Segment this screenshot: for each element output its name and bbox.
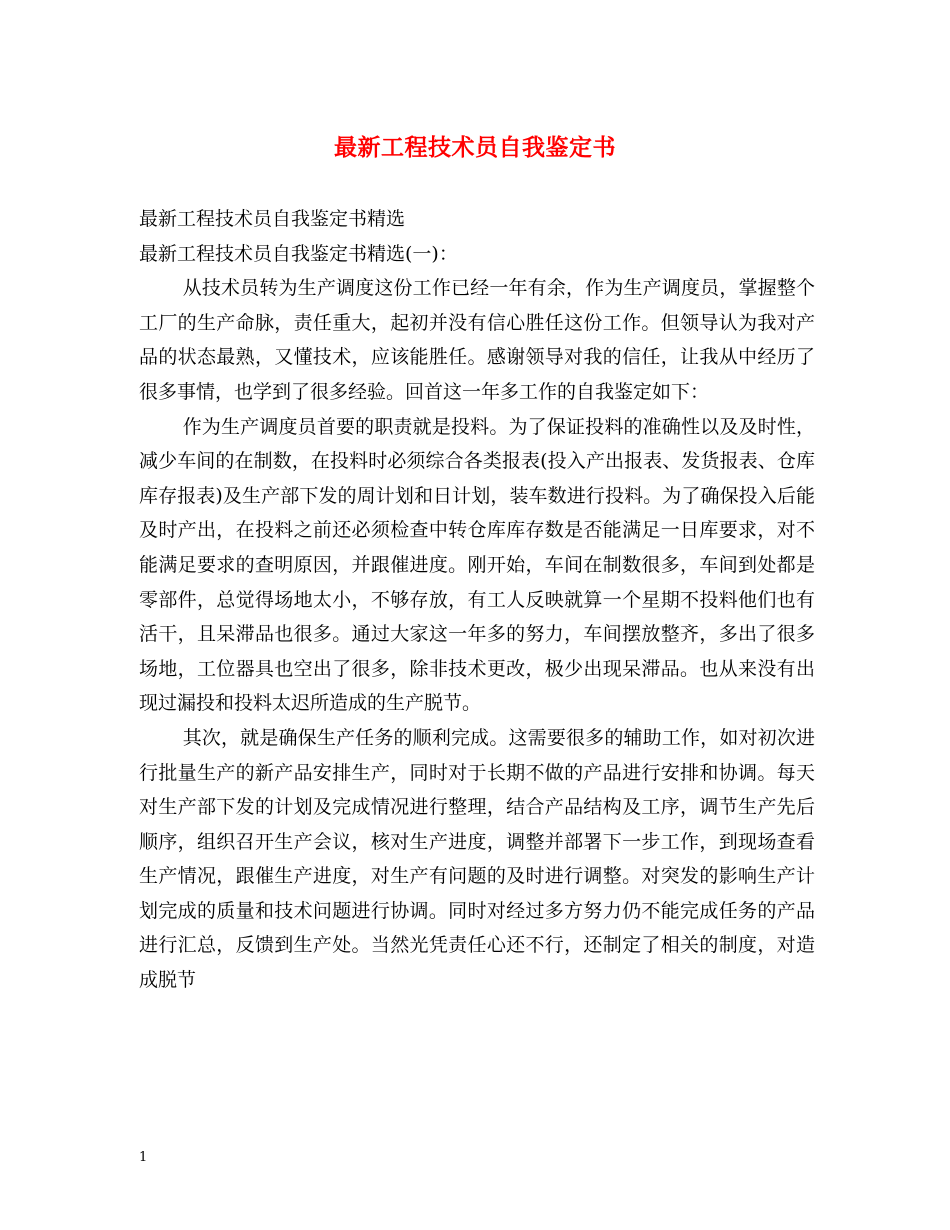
paragraph: 作为生产调度员首要的职责就是投料。为了保证投料的准确性以及及时性，减少车间的在制数，在投料时必须综合各类报表(投入产出报表、发货报表、仓库库存报表)及生产部下发的周计划和日计划，装车数进行投料。为了确保投入后能及时产出，在投料之前还必须检查中转仓库库存数是否能满足一日库要求，对不能满足要求的查明原因，并跟催进度。刚开始，车间在制数很多，车间到处都是零部件，总觉得场地太小，不够存放，有工人反映就算一个星期不投料他们也有活干，且呆滞品也很多。通过大家这一年多的努力，车间摆放整齐，多出了很多场地，工位器具也空出了很多，除非技术更改，极少出现呆滞品。也从来没有出现过漏投和投料太迟所造成的生产脱节。 [139,415,815,715]
subtitle-line: 最新工程技术员自我鉴定书精选(一)： [139,242,458,265]
subtitle-line: 最新工程技术员自我鉴定书精选 [139,208,406,230]
paragraph: 其次，就是确保生产任务的顺利完成。这需要很多的辅助工作，如对初次进行批量生产的新产品安排生产，同时对于长期不做的产品进行安排和协调。每天对生产部下发的计划及完成情况进行整理，结合产品结构及工序，调节生产先后顺序，组织召开生产会议，核对生产进度，调整并部署下一步工作，到现场查看生产情况，跟催生产进度，对生产有问题的及时进行调整。对突发的影响生产计划完成的质量和技术问题进行协调。同时对经过多方努力仍不能完成任务的产品进行汇总，反馈到生产处。当然光凭责任心还不行，还制定了相关的制度，对造成脱节 [139,726,815,992]
page-number: 1 [139,1150,148,1165]
paragraph: 从技术员转为生产调度这份工作已经一年有余，作为生产调度员，掌握整个工厂的生产命脉，责任重大，起初并没有信心胜任这份工作。但领导认为我对产品的状态最熟，又懂技术，应该能胜任。感谢领导对我的信任，让我从中经历了很多事情，也学到了很多经验。回首这一年多工作的自我鉴定如下： [139,277,815,403]
document-body [139,202,815,998]
document-title: 最新工程技术员自我鉴定书 [334,134,616,161]
